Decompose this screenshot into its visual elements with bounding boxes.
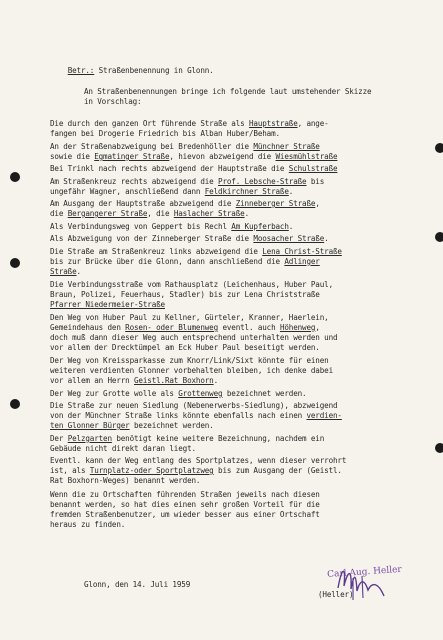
- punch-hole-top-right: [435, 143, 443, 153]
- subject-label: Betr.:: [67, 66, 95, 75]
- underlined-street-name: Feldkirchner Straße: [204, 187, 289, 196]
- underlined-street-name: Geistl.Rat Boxhorn: [134, 376, 214, 385]
- underlined-street-name: Turnplatz-oder Sportplatzweg: [89, 466, 214, 475]
- place-date: Glonn, den 14. Juli 1959: [84, 580, 191, 589]
- body-line: Die Straße am Straßenkreuz links abzweigend die Lena Christ-Straße: [50, 247, 342, 256]
- underlined-street-name: Bergangerer Straße: [67, 209, 148, 218]
- body-line: Am Ausgang der Hauptstraße abzweigend die Zinneberger Straße,: [50, 199, 320, 208]
- underlined-street-name: Münchner Straße: [253, 142, 320, 151]
- subject-line: [50, 57, 214, 84]
- underlined-street-name: Rosen- oder Blumenweg: [125, 323, 219, 332]
- underlined-street-name: Grottenweg: [178, 389, 223, 398]
- body-line: Eventl. kann der Weg entlang des Sportplatzes, wenn dieser verrohrt: [50, 456, 347, 465]
- body-line: sowie die Egmatinger Straße, hievon abzweigend die Wiesmühlstraße: [50, 152, 338, 161]
- subject-text: Straßenbenennung in Glonn.: [98, 66, 214, 75]
- body-line: weiteren verdienten Glonner vorbehalten bleiben, ich denke dabei: [50, 366, 333, 375]
- underlined-street-name: Egmatinger Straße: [94, 152, 170, 161]
- underlined-street-name: ten Glonner Bürger: [50, 421, 130, 430]
- underlined-street-name: Straße: [50, 267, 77, 276]
- body-line: Braun, Polizei, Feuerhaus, Stadler) bis zur Lena Christstraße: [50, 290, 320, 299]
- underlined-street-name: Adlinger: [284, 257, 320, 266]
- punch-hole-lower: [10, 399, 20, 409]
- body-line: die Bergangerer Straße, die Haslacher Straße.: [50, 209, 249, 218]
- body-line: Als Verbindungsweg von Geppert bis Rechl Am Kupferbach.: [50, 222, 294, 231]
- body-line: in Vorschlag:: [84, 97, 142, 106]
- body-line: vor allem an Herrn Geistl.Rat Boxhorn.: [50, 376, 219, 385]
- body-line: Bei Trinkl nach rechts abzweigend der Hauptstraße die Schulstraße: [50, 164, 338, 173]
- body-line: Der Weg von Kreissparkasse zum Knorr/Link/Sixt könnte für einen: [50, 356, 329, 365]
- body-line: von der Münchner Straße links könnte ebenfalls nach einen verdien-: [50, 411, 342, 420]
- body-line: vor allem der Drecktümpel am Eck Huber Paul beseitigt werden.: [50, 343, 320, 352]
- underlined-street-name: Haslacher Straße: [173, 209, 245, 218]
- body-line: fremden Straßenbenutzer, um wieder besser aus einer Ortschaft: [50, 510, 320, 519]
- body-line: Straße.: [50, 267, 81, 276]
- underlined-street-name: Pfarrer Niedermeier-Straße: [50, 300, 165, 309]
- underlined-street-name: Höhenweg: [279, 323, 316, 332]
- punch-hole-lower-right: [435, 443, 443, 453]
- body-line: benannt werden, so hat dies einen sehr großen Vorteil für die: [50, 500, 320, 509]
- body-line: Gebäude nicht direkt daran liegt.: [50, 444, 196, 453]
- body-line: bis zur Brücke über die Glonn, dann anschließend die Adlinger: [50, 257, 320, 266]
- body-line: heraus zu finden.: [50, 520, 126, 529]
- body-line: Gemeindehaus den Rosen- oder Blumenweg eventl. auch Höhenweg,: [50, 323, 320, 332]
- underlined-street-name: Schulstraße: [288, 164, 338, 173]
- underlined-street-name: verdien-: [306, 411, 342, 420]
- underlined-street-name: Pelzgarten: [67, 434, 112, 443]
- body-line: ungefähr Wagner, anschließend dann Feldkirchner Straße.: [50, 187, 294, 196]
- body-line: Die Straße zur neuen Siedlung (Nebenerwerbs-Siedlung), abzweigend: [50, 401, 338, 410]
- punch-hole-mid: [10, 258, 20, 268]
- body-line: Wenn die zu Ortschaften führenden Straßen jeweils nach diesen: [50, 490, 320, 499]
- underlined-street-name: Lena Christ-Straße: [262, 247, 342, 256]
- body-line: Der Pelzgarten benötigt keine weitere Bezeichnung, nachdem ein: [50, 434, 325, 443]
- body-line: Am Straßenkreuz rechts abzweigend die Prof. Lebsche-Straße bis: [50, 177, 325, 186]
- body-line: An der Straßenabzweigung bei Bredenhöller die Münchner Straße: [50, 142, 320, 151]
- body-line: An Straßenbenennungen bringe ich folgende laut umstehender Skizze: [84, 87, 372, 96]
- body-line: Die durch den ganzen Ort führende Straße als Hauptstraße, ange-: [50, 119, 329, 128]
- underlined-street-name: Moosacher Straße: [253, 234, 325, 243]
- body-line: Als Abzweigung von der Zinneberger Straße die Moosacher Straße.: [50, 234, 329, 243]
- body-line: ten Glonner Bürger bezeichnet werden.: [50, 421, 214, 430]
- body-line: doch muß dann dieser Weg auch entsprechend unterhalten werden und: [50, 333, 338, 342]
- underlined-street-name: Wiesmühlstraße: [275, 152, 338, 161]
- body-line: Die Verbindungsstraße vom Rathausplatz (Leichenhaus, Huber Paul,: [50, 280, 333, 289]
- punch-hole-mid-right: [435, 232, 443, 242]
- underlined-street-name: Zinneberger Straße: [235, 199, 316, 208]
- body-line: Den Weg von Huber Paul zu Kellner, Gürteler, Kranner, Haerlein,: [50, 313, 329, 322]
- underlined-street-name: Prof. Lebsche-Straße: [218, 177, 307, 186]
- body-line: Rat Boxhorn-Weges) benannt werden.: [50, 476, 201, 485]
- signer-name: (Heller): [318, 590, 354, 599]
- stamp-name: Carl Aug. Heller: [326, 564, 403, 580]
- punch-hole-top: [10, 172, 20, 182]
- body-line: fangen bei Drogerie Friedrich bis Alban Huber/Beham.: [50, 129, 280, 138]
- body-line: Der Weg zur Grotte wolle als Grottenweg bezeichnet werden.: [50, 389, 307, 398]
- underlined-street-name: Hauptstraße: [248, 119, 298, 128]
- body-line: ist, als Turnplatz-oder Sportplatzweg bis zum Ausgang der (Geistl.: [50, 466, 342, 475]
- underlined-street-name: Am Kupferbach: [231, 222, 289, 231]
- body-line: [50, 300, 165, 309]
